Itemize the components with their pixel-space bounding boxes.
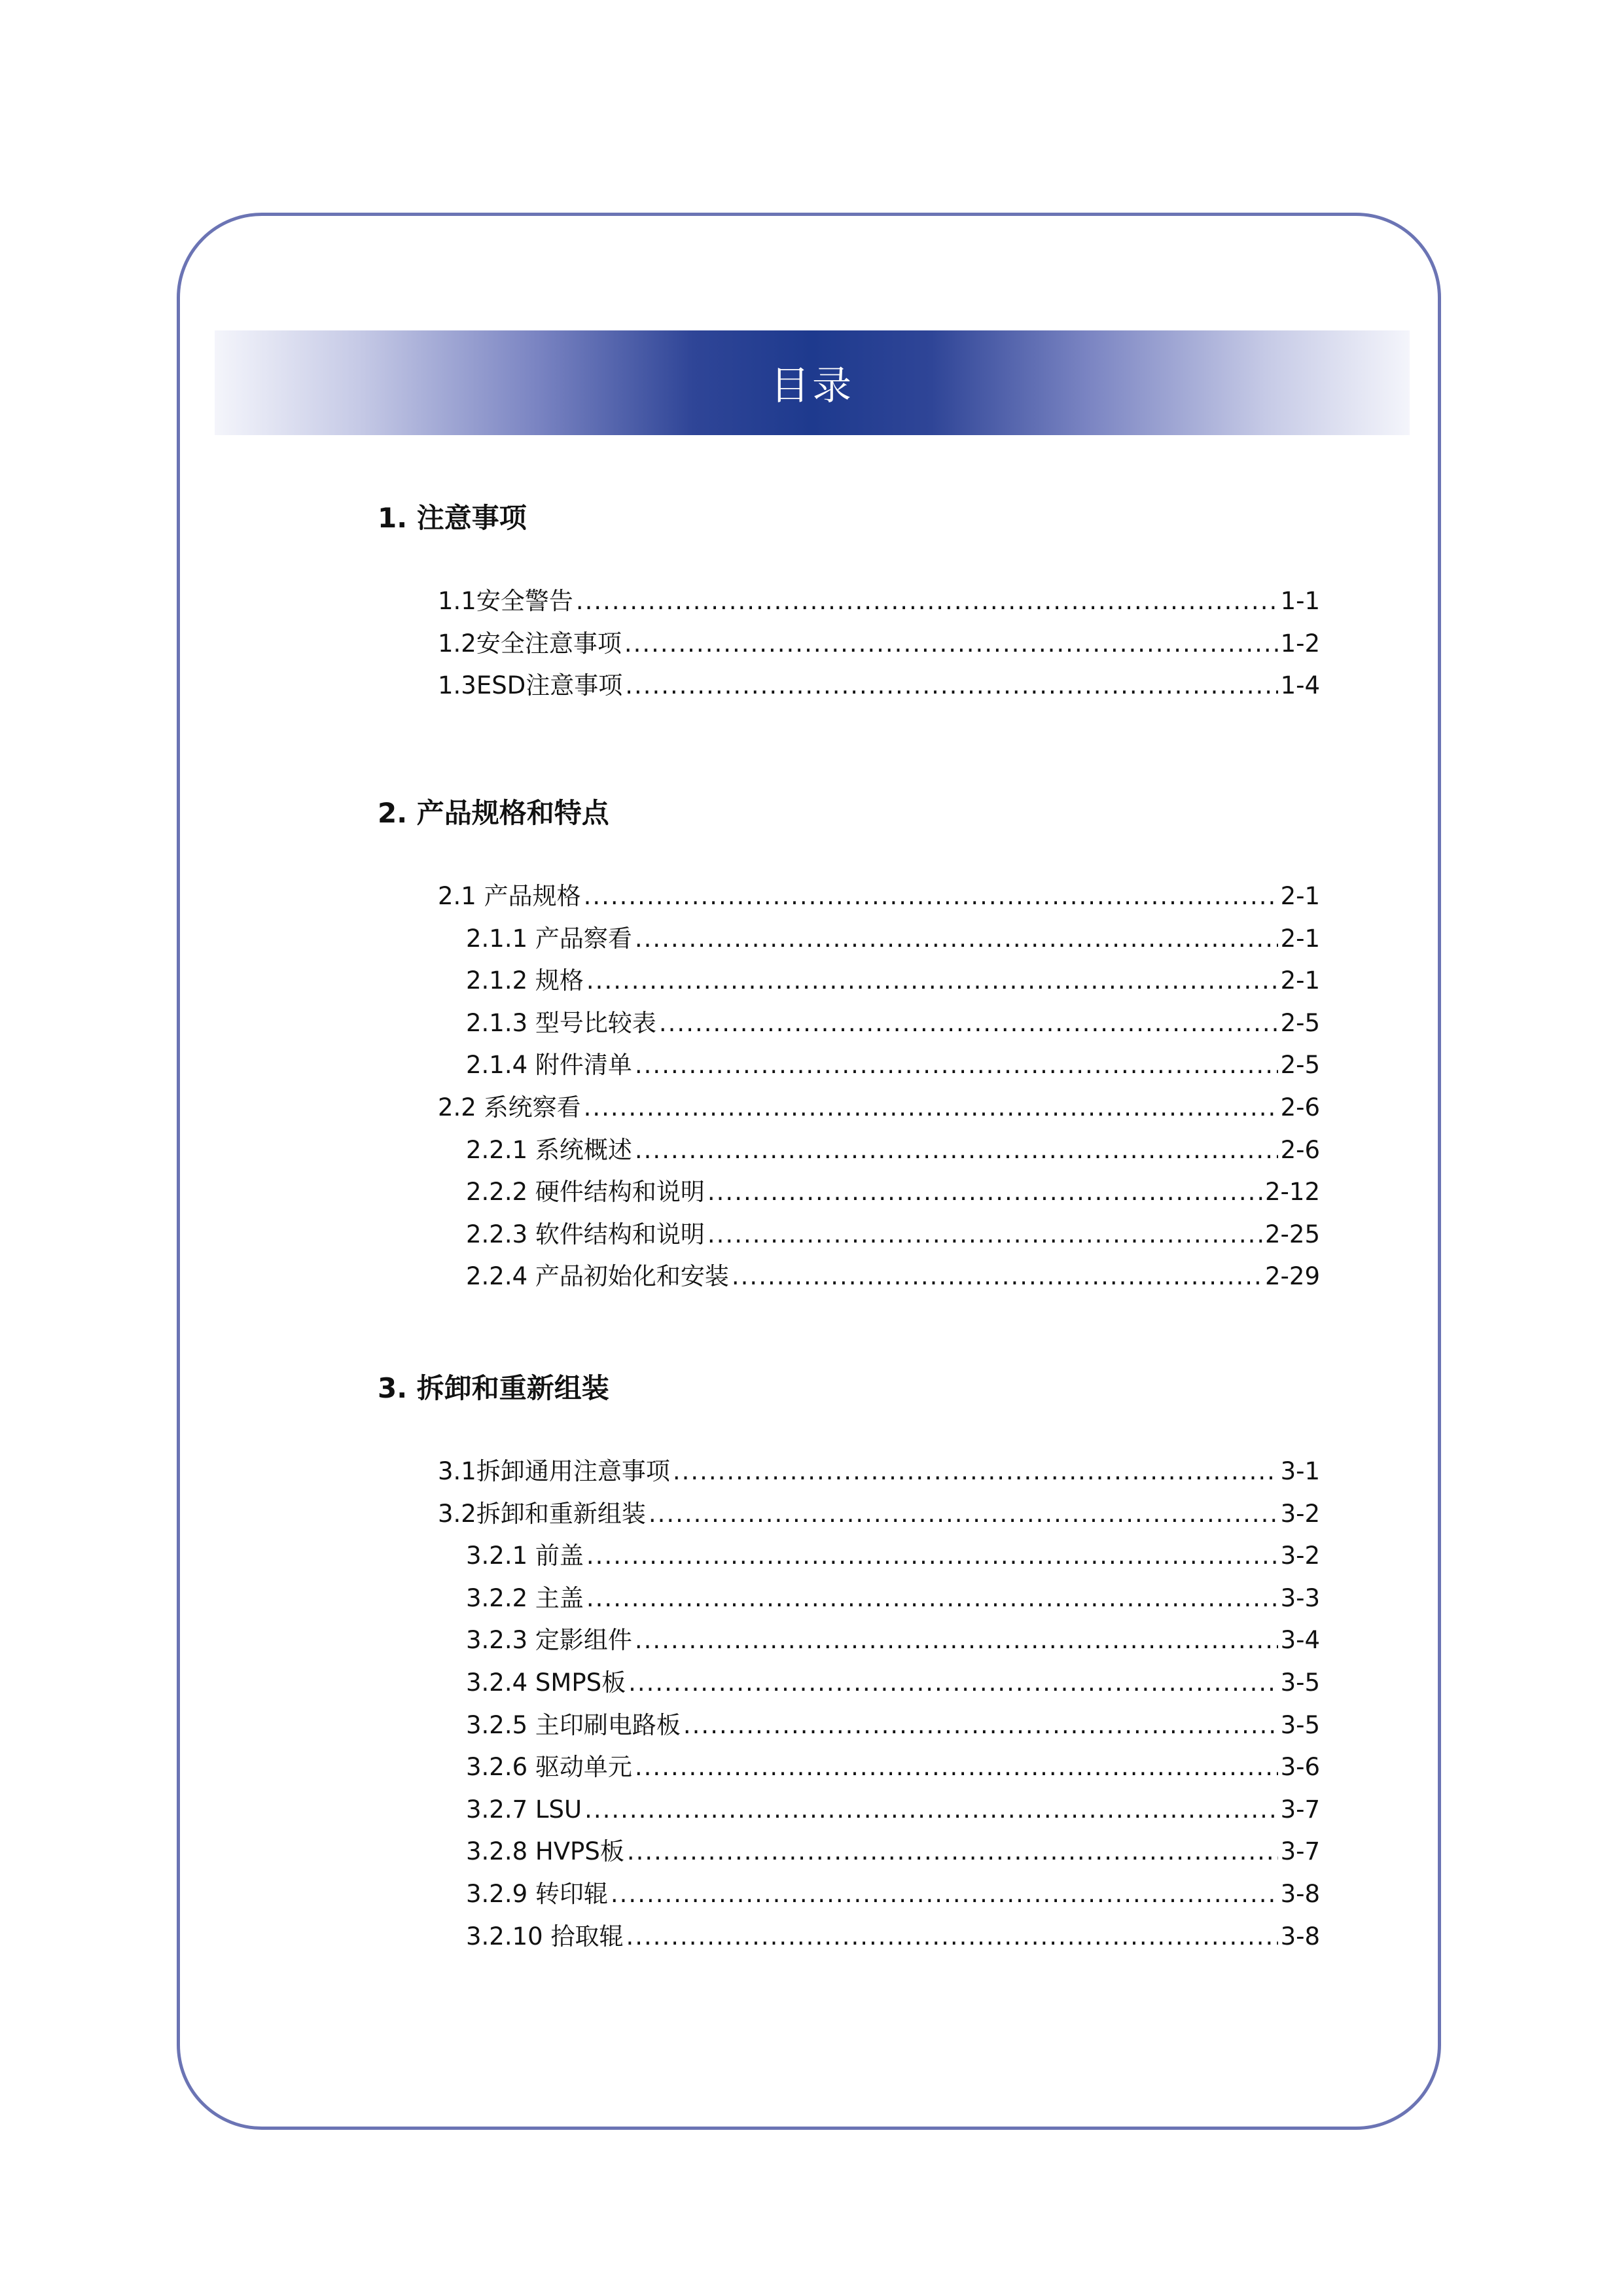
toc-entry-page: 2-6 xyxy=(1280,1135,1320,1164)
toc-entry-page: 3-5 xyxy=(1280,1710,1320,1739)
toc-entry[interactable] xyxy=(378,1704,1320,1747)
toc-entry-page: 2-1 xyxy=(1280,924,1320,953)
toc-entry[interactable] xyxy=(378,1129,1320,1172)
toc-entry-label: 1.3ESD注意事项 xyxy=(438,671,623,700)
title-banner xyxy=(215,330,1410,435)
dot-leader xyxy=(635,1129,1278,1172)
dot-leader xyxy=(584,1087,1278,1129)
toc-entry-page: 2-1 xyxy=(1280,882,1320,910)
page-title: 目录 xyxy=(770,363,854,409)
toc-entry-page: 3-7 xyxy=(1280,1795,1320,1824)
toc-entry[interactable] xyxy=(378,1746,1320,1789)
dot-leader xyxy=(683,1704,1278,1747)
toc-section-3 xyxy=(378,1369,1320,1951)
toc-entry[interactable] xyxy=(378,580,1320,623)
toc-entry-label: 3.1拆卸通用注意事项 xyxy=(438,1457,670,1485)
dot-leader xyxy=(627,1831,1278,1873)
toc-entries xyxy=(378,580,1320,707)
toc-entry[interactable] xyxy=(378,665,1320,707)
toc-entry[interactable] xyxy=(378,1916,1320,1958)
dot-leader xyxy=(635,1746,1278,1789)
dot-leader xyxy=(584,1789,1277,1831)
toc-entry-page: 3-6 xyxy=(1280,1753,1320,1782)
toc-entry-page: 3-8 xyxy=(1280,1922,1320,1951)
toc-entry-page: 3-2 xyxy=(1280,1499,1320,1528)
toc-entry[interactable] xyxy=(378,1044,1320,1087)
toc-entry[interactable] xyxy=(378,960,1320,1002)
toc-entry-page: 1-2 xyxy=(1280,629,1320,658)
toc-entry[interactable] xyxy=(378,1831,1320,1873)
toc-entry-page: 1-4 xyxy=(1280,671,1320,700)
section-heading: 2. 产品规格和特点 xyxy=(378,797,609,829)
toc-entry-page: 1-1 xyxy=(1280,587,1320,615)
dot-leader xyxy=(628,1662,1277,1704)
toc-entry-label: 2.1 产品规格 xyxy=(438,882,581,910)
toc-entry-page: 3-4 xyxy=(1280,1626,1320,1655)
toc-entry[interactable] xyxy=(378,1789,1320,1831)
toc-entry-label: 3.2.9 转印辊 xyxy=(466,1879,608,1908)
toc-entry-page: 3-1 xyxy=(1280,1457,1320,1485)
dot-leader xyxy=(707,1171,1262,1214)
toc-entry-label: 2.1.1 产品察看 xyxy=(466,924,632,953)
toc-entry-page: 3-7 xyxy=(1280,1837,1320,1866)
toc-entries xyxy=(378,875,1320,1298)
dot-leader xyxy=(635,1044,1278,1087)
toc-entry-label: 2.2.4 产品初始化和安装 xyxy=(466,1262,729,1291)
toc-entry-label: 2.1.3 型号比较表 xyxy=(466,1008,656,1037)
toc-section-2 xyxy=(378,794,1320,1291)
toc-entry-label: 3.2拆卸和重新组装 xyxy=(438,1499,646,1528)
dot-leader xyxy=(659,1002,1278,1045)
dot-leader xyxy=(625,665,1277,707)
toc-entry-label: 3.2.8 HVPS板 xyxy=(466,1837,624,1866)
toc-entry-page: 2-6 xyxy=(1280,1093,1320,1122)
dot-leader xyxy=(611,1873,1278,1916)
toc-entry-page: 3-2 xyxy=(1280,1542,1320,1570)
toc-entry-page: 2-29 xyxy=(1265,1262,1320,1291)
dot-leader xyxy=(626,1916,1277,1958)
toc-entry-label: 3.2.7 LSU xyxy=(466,1795,582,1824)
dot-leader xyxy=(586,1535,1278,1578)
toc-entry-label: 2.1.2 规格 xyxy=(466,966,584,995)
toc-entry-label: 3.2.1 前盖 xyxy=(466,1542,584,1570)
toc-entry[interactable] xyxy=(378,1087,1320,1129)
toc-entry-page: 3-5 xyxy=(1280,1668,1320,1697)
toc-entry[interactable] xyxy=(378,918,1320,961)
toc-entry-label: 3.2.10 拾取辊 xyxy=(466,1922,624,1951)
toc-entry[interactable] xyxy=(378,1578,1320,1620)
dot-leader xyxy=(707,1214,1262,1256)
toc-entry-page: 2-12 xyxy=(1265,1178,1320,1207)
section-heading: 1. 注意事项 xyxy=(378,502,527,534)
dot-leader xyxy=(586,1578,1278,1620)
toc-entry-label: 2.2 系统察看 xyxy=(438,1093,581,1122)
toc-entry-label: 2.2.1 系统概述 xyxy=(466,1135,632,1164)
toc-entry-label: 3.2.3 定影组件 xyxy=(466,1626,632,1655)
section-heading: 3. 拆卸和重新组装 xyxy=(378,1372,609,1404)
toc-entry-label: 1.1安全警告 xyxy=(438,587,573,615)
toc-entry-label: 3.2.2 主盖 xyxy=(466,1583,584,1612)
toc-entry[interactable] xyxy=(378,875,1320,918)
toc-entry-label: 3.2.4 SMPS板 xyxy=(466,1668,626,1697)
toc-entry-page: 3-8 xyxy=(1280,1879,1320,1908)
toc-entry[interactable] xyxy=(378,1002,1320,1045)
toc-entry-page: 2-25 xyxy=(1265,1220,1320,1248)
dot-leader xyxy=(576,580,1278,623)
toc-entry-label: 1.2安全注意事项 xyxy=(438,629,622,658)
dot-leader xyxy=(635,918,1278,961)
dot-leader xyxy=(732,1256,1262,1298)
toc-entry-label: 3.2.6 驱动单元 xyxy=(466,1753,632,1782)
toc-entry[interactable] xyxy=(378,1662,1320,1704)
toc-entry-label: 2.2.3 软件结构和说明 xyxy=(466,1220,705,1248)
toc-entry[interactable] xyxy=(378,1873,1320,1916)
dot-leader xyxy=(649,1493,1278,1536)
toc-entry-label: 2.1.4 附件清单 xyxy=(466,1051,632,1080)
toc-entry[interactable] xyxy=(378,623,1320,665)
toc-entry-page: 3-3 xyxy=(1280,1583,1320,1612)
toc-section-1 xyxy=(378,499,1320,700)
toc-entry[interactable] xyxy=(378,1171,1320,1214)
dot-leader xyxy=(624,623,1278,665)
dot-leader xyxy=(673,1451,1278,1493)
toc-entry[interactable] xyxy=(378,1214,1320,1256)
toc-entry-label: 3.2.5 主印刷电路板 xyxy=(466,1710,681,1739)
toc-entry-page: 2-5 xyxy=(1280,1051,1320,1080)
toc-entry[interactable] xyxy=(378,1256,1320,1298)
toc-entry-page: 2-1 xyxy=(1280,966,1320,995)
toc-entries xyxy=(378,1451,1320,1958)
dot-leader xyxy=(635,1619,1278,1662)
dot-leader xyxy=(586,960,1278,1002)
toc-entry[interactable] xyxy=(378,1619,1320,1662)
toc-entry[interactable] xyxy=(378,1451,1320,1493)
toc-entry-page: 2-5 xyxy=(1280,1008,1320,1037)
toc-entry[interactable] xyxy=(378,1535,1320,1578)
toc-entry[interactable] xyxy=(378,1493,1320,1536)
dot-leader xyxy=(584,875,1278,918)
toc-entry-label: 2.2.2 硬件结构和说明 xyxy=(466,1178,705,1207)
